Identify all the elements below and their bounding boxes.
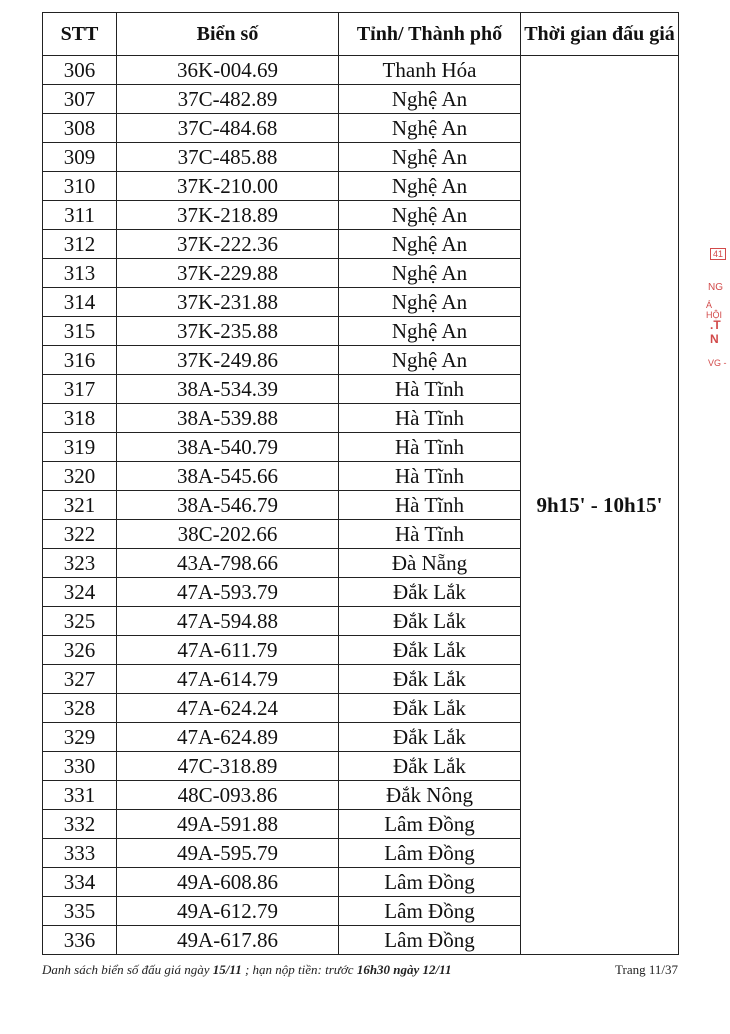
cell-province: Lâm Đồng [339,897,521,926]
cell-plate: 37C-482.89 [117,85,339,114]
cell-province: Đắk Lắk [339,636,521,665]
cell-province: Nghệ An [339,143,521,172]
cell-stt: 329 [43,723,117,752]
table-row [43,56,679,85]
cell-stt: 335 [43,897,117,926]
cell-plate: 38A-539.88 [117,404,339,433]
cell-province: Lâm Đồng [339,868,521,897]
cell-province: Đắk Lắk [339,723,521,752]
cell-stt: 307 [43,85,117,114]
cell-stt: 312 [43,230,117,259]
header-plate: Biển số [117,13,339,56]
stamp-text-3: Á HỘI [706,300,723,320]
cell-stt: 321 [43,491,117,520]
header-province: Tỉnh/ Thành phố [339,13,521,56]
cell-stt: 331 [43,781,117,810]
cell-plate: 37K-231.88 [117,288,339,317]
cell-stt: 317 [43,375,117,404]
cell-stt: 306 [43,56,117,85]
stamp-text-5: VG - [708,358,727,368]
footer-auction-date: 15/11 [212,962,242,977]
cell-province: Nghệ An [339,288,521,317]
cell-stt: 313 [43,259,117,288]
cell-province: Hà Tĩnh [339,462,521,491]
cell-stt: 316 [43,346,117,375]
cell-plate: 47A-614.79 [117,665,339,694]
cell-plate: 38C-202.66 [117,520,339,549]
cell-plate: 38A-534.39 [117,375,339,404]
cell-province: Đắk Lắk [339,665,521,694]
cell-plate: 37K-229.88 [117,259,339,288]
cell-stt: 326 [43,636,117,665]
cell-plate: 37K-218.89 [117,201,339,230]
cell-province: Hà Tĩnh [339,491,521,520]
cell-plate: 48C-093.86 [117,781,339,810]
cell-stt: 309 [43,143,117,172]
cell-plate: 49A-608.86 [117,868,339,897]
cell-plate: 43A-798.66 [117,549,339,578]
cell-stt: 310 [43,172,117,201]
cell-stt: 323 [43,549,117,578]
cell-province: Nghệ An [339,259,521,288]
cell-province: Nghệ An [339,114,521,143]
cell-plate: 47A-624.24 [117,694,339,723]
cell-plate: 49A-595.79 [117,839,339,868]
cell-province: Lâm Đồng [339,810,521,839]
footer-note-mid: ; hạn nộp tiền: trước [241,962,357,977]
cell-plate: 37K-235.88 [117,317,339,346]
header-time: Thời gian đấu giá [521,13,679,56]
table-body [43,56,679,955]
cell-stt: 334 [43,868,117,897]
cell-plate: 38A-546.79 [117,491,339,520]
cell-plate: 36K-004.69 [117,56,339,85]
cell-province: Lâm Đồng [339,839,521,868]
cell-plate: 49A-612.79 [117,897,339,926]
cell-province: Hà Tĩnh [339,404,521,433]
cell-province: Nghệ An [339,230,521,259]
cell-province: Nghệ An [339,201,521,230]
cell-province: Hà Tĩnh [339,433,521,462]
cell-province: Thanh Hóa [339,56,521,85]
cell-plate: 47A-594.88 [117,607,339,636]
cell-plate: 47C-318.89 [117,752,339,781]
footer-deadline: 16h30 ngày 12/11 [356,962,452,977]
footer-note-prefix: Danh sách biển số đấu giá ngày [42,962,213,977]
cell-province: Đắk Lắk [339,694,521,723]
table-header-row [43,13,679,56]
cell-stt: 332 [43,810,117,839]
stamp-text-1: 41 [710,248,726,260]
cell-plate: 47A-611.79 [117,636,339,665]
cell-plate: 38A-540.79 [117,433,339,462]
cell-stt: 328 [43,694,117,723]
stamp-text-2: NG [708,282,723,293]
cell-province: Đắk Nông [339,781,521,810]
auction-plates-table [42,12,679,955]
cell-province: Hà Tĩnh [339,375,521,404]
cell-province: Hà Tĩnh [339,520,521,549]
cell-province: Đắk Lắk [339,752,521,781]
cell-plate: 37C-485.88 [117,143,339,172]
cell-stt: 320 [43,462,117,491]
cell-plate: 37C-484.68 [117,114,339,143]
cell-plate: 37K-249.86 [117,346,339,375]
cell-stt: 315 [43,317,117,346]
cell-plate: 49A-591.88 [117,810,339,839]
cell-stt: 322 [43,520,117,549]
header-stt: STT [43,13,117,56]
cell-province: Nghệ An [339,317,521,346]
cell-stt: 311 [43,201,117,230]
stamp-text-4: .T N [710,318,721,346]
cell-province: Lâm Đồng [339,926,521,955]
cell-plate: 37K-222.36 [117,230,339,259]
cell-auction-time: 9h15' - 10h15' [521,56,679,955]
page-number: Trang 11/37 [615,962,678,977]
cell-stt: 314 [43,288,117,317]
red-stamp-fragment [704,240,730,390]
page-footer [42,962,678,982]
cell-plate: 47A-593.79 [117,578,339,607]
cell-plate: 37K-210.00 [117,172,339,201]
cell-plate: 47A-624.89 [117,723,339,752]
cell-stt: 319 [43,433,117,462]
cell-stt: 325 [43,607,117,636]
cell-stt: 336 [43,926,117,955]
cell-stt: 318 [43,404,117,433]
cell-province: Đà Nẵng [339,549,521,578]
cell-stt: 327 [43,665,117,694]
cell-stt: 333 [43,839,117,868]
cell-stt: 330 [43,752,117,781]
cell-plate: 49A-617.86 [117,926,339,955]
cell-stt: 324 [43,578,117,607]
cell-province: Đắk Lắk [339,578,521,607]
cell-province: Nghệ An [339,172,521,201]
cell-province: Đắk Lắk [339,607,521,636]
cell-plate: 38A-545.66 [117,462,339,491]
cell-province: Nghệ An [339,346,521,375]
cell-province: Nghệ An [339,85,521,114]
footer-note [42,962,451,978]
cell-stt: 308 [43,114,117,143]
